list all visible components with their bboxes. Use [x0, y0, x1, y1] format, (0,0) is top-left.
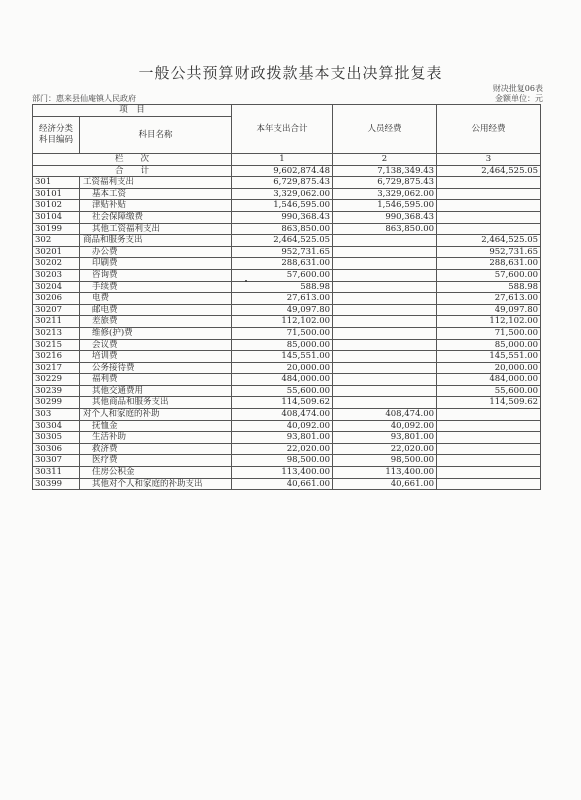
row-total: 408,474.00 — [232, 409, 333, 421]
table-row — [33, 211, 541, 223]
row-total: 40,661.00 — [232, 478, 333, 490]
row-public: 145,551.00 — [437, 351, 541, 363]
personnel-column-header: 人员经费 — [333, 105, 437, 154]
table-row — [33, 409, 541, 421]
row-personnel: 863,850.00 — [333, 223, 437, 235]
row-total: 1,546,595.00 — [232, 200, 333, 212]
row-personnel — [333, 327, 437, 339]
table-row — [33, 339, 541, 351]
row-public — [437, 200, 541, 212]
row-public — [437, 455, 541, 467]
department-label: 部门：惠来县仙庵镇人民政府 — [32, 94, 136, 103]
row-code: 30399 — [33, 478, 80, 490]
table-row — [33, 385, 541, 397]
total-label: 合 计 — [33, 165, 232, 177]
row-total: 22,020.00 — [232, 443, 333, 455]
table-row — [33, 455, 541, 467]
row-code: 30201 — [33, 246, 80, 258]
row-name: 印刷费 — [80, 258, 232, 270]
total-row — [33, 165, 541, 177]
row-personnel — [333, 304, 437, 316]
row-personnel — [333, 374, 437, 386]
row-name: 医疗费 — [80, 455, 232, 467]
row-code: 30104 — [33, 211, 80, 223]
row-name: 其他商品和服务支出 — [80, 397, 232, 409]
row-code: 30305 — [33, 432, 80, 444]
row-public: 20,000.00 — [437, 362, 541, 374]
row-personnel: 408,474.00 — [333, 409, 437, 421]
row-code: 30217 — [33, 362, 80, 374]
column-index-label: 栏 次 — [33, 154, 232, 166]
row-code: 30207 — [33, 304, 80, 316]
table-row — [33, 304, 541, 316]
row-name: 其他对个人和家庭的补助支出 — [80, 478, 232, 490]
row-code: 30199 — [33, 223, 80, 235]
row-total: 55,600.00 — [232, 385, 333, 397]
row-name: 维修(护)费 — [80, 327, 232, 339]
row-personnel — [333, 258, 437, 270]
table-row — [33, 200, 541, 212]
row-total: 20,000.00 — [232, 362, 333, 374]
table-row — [33, 223, 541, 235]
row-name: 生活补助 — [80, 432, 232, 444]
unit-label: 金额单位：元 — [495, 94, 543, 103]
expenditure-table — [32, 104, 541, 490]
row-code: 30202 — [33, 258, 80, 270]
row-total: 3,329,062.00 — [232, 188, 333, 200]
row-total: 40,092.00 — [232, 420, 333, 432]
row-code: 30203 — [33, 269, 80, 281]
row-total: 93,801.00 — [232, 432, 333, 444]
row-public — [437, 223, 541, 235]
table-row — [33, 351, 541, 363]
scan-speck — [245, 280, 247, 282]
doc-code: 财决批复06表 — [492, 84, 543, 93]
item-group-header: 项 目 — [33, 105, 232, 117]
row-personnel — [333, 339, 437, 351]
row-public: 85,000.00 — [437, 339, 541, 351]
row-code: 30311 — [33, 467, 80, 479]
table-row — [33, 293, 541, 305]
row-name: 公务接待费 — [80, 362, 232, 374]
row-personnel — [333, 351, 437, 363]
row-personnel — [333, 293, 437, 305]
table-row — [33, 443, 541, 455]
row-name: 邮电费 — [80, 304, 232, 316]
table-row — [33, 478, 541, 490]
row-code: 30307 — [33, 455, 80, 467]
row-public: 71,500.00 — [437, 327, 541, 339]
row-code: 30239 — [33, 385, 80, 397]
row-code: 30229 — [33, 374, 80, 386]
column-index-row — [33, 154, 541, 166]
row-personnel — [333, 397, 437, 409]
table-row — [33, 327, 541, 339]
row-personnel — [333, 246, 437, 258]
row-public — [437, 211, 541, 223]
row-name: 社会保障缴费 — [80, 211, 232, 223]
name-column-header: 科目名称 — [80, 117, 232, 154]
row-code: 30102 — [33, 200, 80, 212]
row-total: 114,509.62 — [232, 397, 333, 409]
row-name: 抚恤金 — [80, 420, 232, 432]
row-total: 113,400.00 — [232, 467, 333, 479]
table-row — [33, 188, 541, 200]
row-public: 27,613.00 — [437, 293, 541, 305]
table-row — [33, 432, 541, 444]
row-total: 27,613.00 — [232, 293, 333, 305]
row-name: 咨询费 — [80, 269, 232, 281]
row-personnel — [333, 385, 437, 397]
row-name: 差旅费 — [80, 316, 232, 328]
table-row — [33, 467, 541, 479]
row-name: 福利费 — [80, 374, 232, 386]
row-name: 手续费 — [80, 281, 232, 293]
row-personnel: 113,400.00 — [333, 467, 437, 479]
row-personnel: 40,661.00 — [333, 478, 437, 490]
row-total: 85,000.00 — [232, 339, 333, 351]
row-personnel — [333, 362, 437, 374]
row-personnel: 98,500.00 — [333, 455, 437, 467]
row-public — [437, 420, 541, 432]
row-code: 302 — [33, 235, 80, 247]
row-code: 30101 — [33, 188, 80, 200]
row-personnel: 990,368.43 — [333, 211, 437, 223]
row-code: 30204 — [33, 281, 80, 293]
row-public: 55,600.00 — [437, 385, 541, 397]
row-total: 71,500.00 — [232, 327, 333, 339]
row-public: 2,464,525.05 — [437, 235, 541, 247]
row-public — [437, 478, 541, 490]
row-total: 112,102.00 — [232, 316, 333, 328]
row-personnel: 93,801.00 — [333, 432, 437, 444]
row-code: 30304 — [33, 420, 80, 432]
row-name: 其他工资福利支出 — [80, 223, 232, 235]
column-index-2: 2 — [333, 154, 437, 166]
row-code: 303 — [33, 409, 80, 421]
total-personnel: 7,138,349.43 — [333, 165, 437, 177]
row-code: 30299 — [33, 397, 80, 409]
row-public: 288,631.00 — [437, 258, 541, 270]
column-index-1: 1 — [232, 154, 333, 166]
table-row — [33, 246, 541, 258]
row-public — [437, 467, 541, 479]
table-row — [33, 316, 541, 328]
row-total: 98,500.00 — [232, 455, 333, 467]
row-personnel: 40,092.00 — [333, 420, 437, 432]
row-name: 基本工资 — [80, 188, 232, 200]
row-personnel — [333, 269, 437, 281]
row-name: 培训费 — [80, 351, 232, 363]
row-code: 30206 — [33, 293, 80, 305]
table-row — [33, 235, 541, 247]
row-name: 办公费 — [80, 246, 232, 258]
row-name: 住房公积金 — [80, 467, 232, 479]
row-total: 6,729,875.43 — [232, 177, 333, 189]
row-code: 30213 — [33, 327, 80, 339]
row-total: 952,731.65 — [232, 246, 333, 258]
row-personnel — [333, 235, 437, 247]
table-row — [33, 269, 541, 281]
row-total: 145,551.00 — [232, 351, 333, 363]
table-row — [33, 258, 541, 270]
row-code: 30211 — [33, 316, 80, 328]
row-total: 57,600.00 — [232, 269, 333, 281]
total-column-header: 本年支出合计 — [232, 105, 333, 154]
row-personnel — [333, 316, 437, 328]
row-name: 救济费 — [80, 443, 232, 455]
row-public: 952,731.65 — [437, 246, 541, 258]
row-total: 484,000.00 — [232, 374, 333, 386]
row-name: 商品和服务支出 — [80, 235, 232, 247]
table-row — [33, 397, 541, 409]
row-code: 301 — [33, 177, 80, 189]
row-public: 588.98 — [437, 281, 541, 293]
row-personnel: 6,729,875.43 — [333, 177, 437, 189]
row-public — [437, 432, 541, 444]
row-public — [437, 177, 541, 189]
row-personnel: 3,329,062.00 — [333, 188, 437, 200]
table-row — [33, 362, 541, 374]
row-total: 288,631.00 — [232, 258, 333, 270]
row-personnel: 1,546,595.00 — [333, 200, 437, 212]
row-public: 114,509.62 — [437, 397, 541, 409]
row-public: 57,600.00 — [437, 269, 541, 281]
row-code: 30215 — [33, 339, 80, 351]
row-name: 津贴补贴 — [80, 200, 232, 212]
row-public: 112,102.00 — [437, 316, 541, 328]
row-name: 会议费 — [80, 339, 232, 351]
row-public — [437, 443, 541, 455]
row-name: 对个人和家庭的补助 — [80, 409, 232, 421]
row-public: 484,000.00 — [437, 374, 541, 386]
row-name: 工资福利支出 — [80, 177, 232, 189]
row-personnel: 22,020.00 — [333, 443, 437, 455]
total-public: 2,464,525.05 — [437, 165, 541, 177]
row-name: 其他交通费用 — [80, 385, 232, 397]
table-row — [33, 374, 541, 386]
row-total: 49,097.80 — [232, 304, 333, 316]
row-total: 2,464,525.05 — [232, 235, 333, 247]
table-row — [33, 177, 541, 189]
row-code: 30306 — [33, 443, 80, 455]
row-public: 49,097.80 — [437, 304, 541, 316]
row-code: 30216 — [33, 351, 80, 363]
code-column-header: 经济分类科目编码 — [33, 117, 80, 154]
total-amount: 9,602,874.48 — [232, 165, 333, 177]
row-total: 990,368.43 — [232, 211, 333, 223]
row-total: 588.98 — [232, 281, 333, 293]
column-index-3: 3 — [437, 154, 541, 166]
table-row — [33, 420, 541, 432]
row-total: 863,850.00 — [232, 223, 333, 235]
row-name: 电费 — [80, 293, 232, 305]
row-public — [437, 409, 541, 421]
row-public — [437, 188, 541, 200]
public-column-header: 公用经费 — [437, 105, 541, 154]
table-row — [33, 281, 541, 293]
page-title: 一般公共预算财政拨款基本支出决算批复表 — [138, 64, 443, 82]
row-personnel — [333, 281, 437, 293]
